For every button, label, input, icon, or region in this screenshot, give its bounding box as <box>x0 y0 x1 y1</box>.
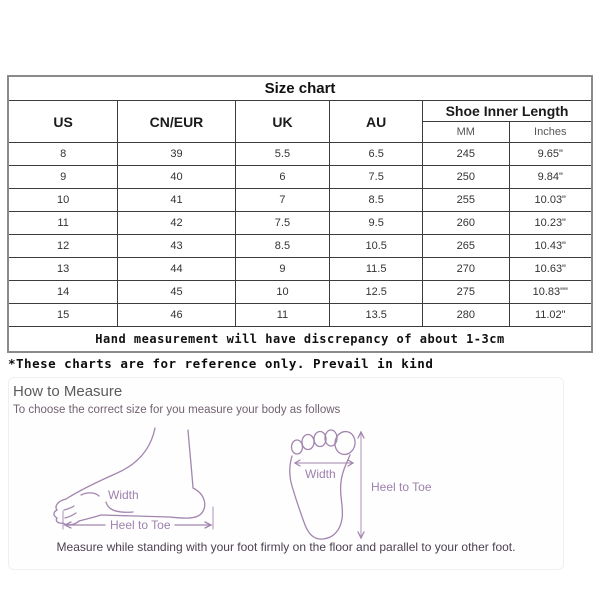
table-cell: 9 <box>8 166 118 189</box>
column-header-uk: UK <box>235 101 330 143</box>
table-row <box>8 235 592 258</box>
table-cell: 7 <box>235 189 330 212</box>
table-row <box>8 143 592 166</box>
column-header-cneur: CN/EUR <box>118 101 235 143</box>
table-cell: 280 <box>423 304 509 327</box>
table-cell: 15 <box>8 304 118 327</box>
side-width-label: Width <box>108 488 139 502</box>
top-heel-to-toe-label: Heel to Toe <box>371 480 432 494</box>
table-cell: 12 <box>8 235 118 258</box>
how-to-measure-section <box>8 377 564 570</box>
table-cell: 260 <box>423 212 509 235</box>
foot-top-view-drawing <box>290 430 432 539</box>
top-width-label: Width <box>305 467 336 481</box>
table-cell: 6 <box>235 166 330 189</box>
table-cell: 11 <box>8 212 118 235</box>
table-cell: 9.5 <box>330 212 423 235</box>
table-cell: 250 <box>423 166 509 189</box>
table-cell: 13.5 <box>330 304 423 327</box>
table-cell: 265 <box>423 235 509 258</box>
table-cell: 14 <box>8 281 118 304</box>
table-cell: 40 <box>118 166 235 189</box>
table-cell: 10.23" <box>509 212 592 235</box>
table-cell: 8.5 <box>235 235 330 258</box>
table-cell: 10.43" <box>509 235 592 258</box>
table-cell: 46 <box>118 304 235 327</box>
table-cell: 255 <box>423 189 509 212</box>
table-title-row <box>8 76 592 101</box>
column-header-inches: Inches <box>509 122 592 143</box>
table-cell: 41 <box>118 189 235 212</box>
side-heel-to-toe-label: Heel to Toe <box>110 518 171 532</box>
table-cell: 11.02" <box>509 304 592 327</box>
table-cell: 275 <box>423 281 509 304</box>
table-cell: 10 <box>8 189 118 212</box>
table-cell: 11 <box>235 304 330 327</box>
foot-side-view-drawing <box>54 428 213 532</box>
table-cell: 270 <box>423 258 509 281</box>
table-cell: 9.84" <box>509 166 592 189</box>
measuring-caption: Measure while standing with your foot firmly on the floor and parallel to your other foot. <box>56 540 516 554</box>
table-cell: 10 <box>235 281 330 304</box>
table-cell: 45 <box>118 281 235 304</box>
table-cell: 5.5 <box>235 143 330 166</box>
table-cell: 10.83"" <box>509 281 592 304</box>
table-cell: 245 <box>423 143 509 166</box>
table-row <box>8 212 592 235</box>
size-chart-table <box>7 75 593 353</box>
column-header-shoe-inner-length: Shoe Inner Length <box>423 101 592 122</box>
column-header-mm: MM <box>423 122 509 143</box>
table-cell: 13 <box>8 258 118 281</box>
table-cell: 43 <box>118 235 235 258</box>
table-cell: 8.5 <box>330 189 423 212</box>
measuring-diagram <box>9 422 565 540</box>
table-cell: 10.63" <box>509 258 592 281</box>
table-cell: 8 <box>8 143 118 166</box>
how-to-measure-subheading: To choose the correct size for you measure your body as follows <box>13 404 341 416</box>
table-title: Size chart <box>8 76 592 101</box>
table-cell: 42 <box>118 212 235 235</box>
table-row <box>8 166 592 189</box>
table-header-row <box>8 101 592 122</box>
table-cell: 7.5 <box>235 212 330 235</box>
table-row <box>8 189 592 212</box>
table-row <box>8 304 592 327</box>
table-cell: 44 <box>118 258 235 281</box>
table-footnote: Hand measurement will have discrepancy of about 1-3cm <box>8 327 592 353</box>
column-header-us: US <box>8 101 118 143</box>
table-cell: 10.5 <box>330 235 423 258</box>
column-header-au: AU <box>330 101 423 143</box>
table-row <box>8 258 592 281</box>
table-footnote-row <box>8 327 592 353</box>
table-cell: 7.5 <box>330 166 423 189</box>
table-cell: 9 <box>235 258 330 281</box>
table-row <box>8 281 592 304</box>
how-to-measure-heading: How to Measure <box>13 383 123 400</box>
table-cell: 6.5 <box>330 143 423 166</box>
table-cell: 39 <box>118 143 235 166</box>
reference-note: *These charts are for reference only. Prevail in kind <box>8 356 434 371</box>
table-cell: 10.03" <box>509 189 592 212</box>
table-cell: 12.5 <box>330 281 423 304</box>
table-cell: 11.5 <box>330 258 423 281</box>
table-cell: 9.65" <box>509 143 592 166</box>
